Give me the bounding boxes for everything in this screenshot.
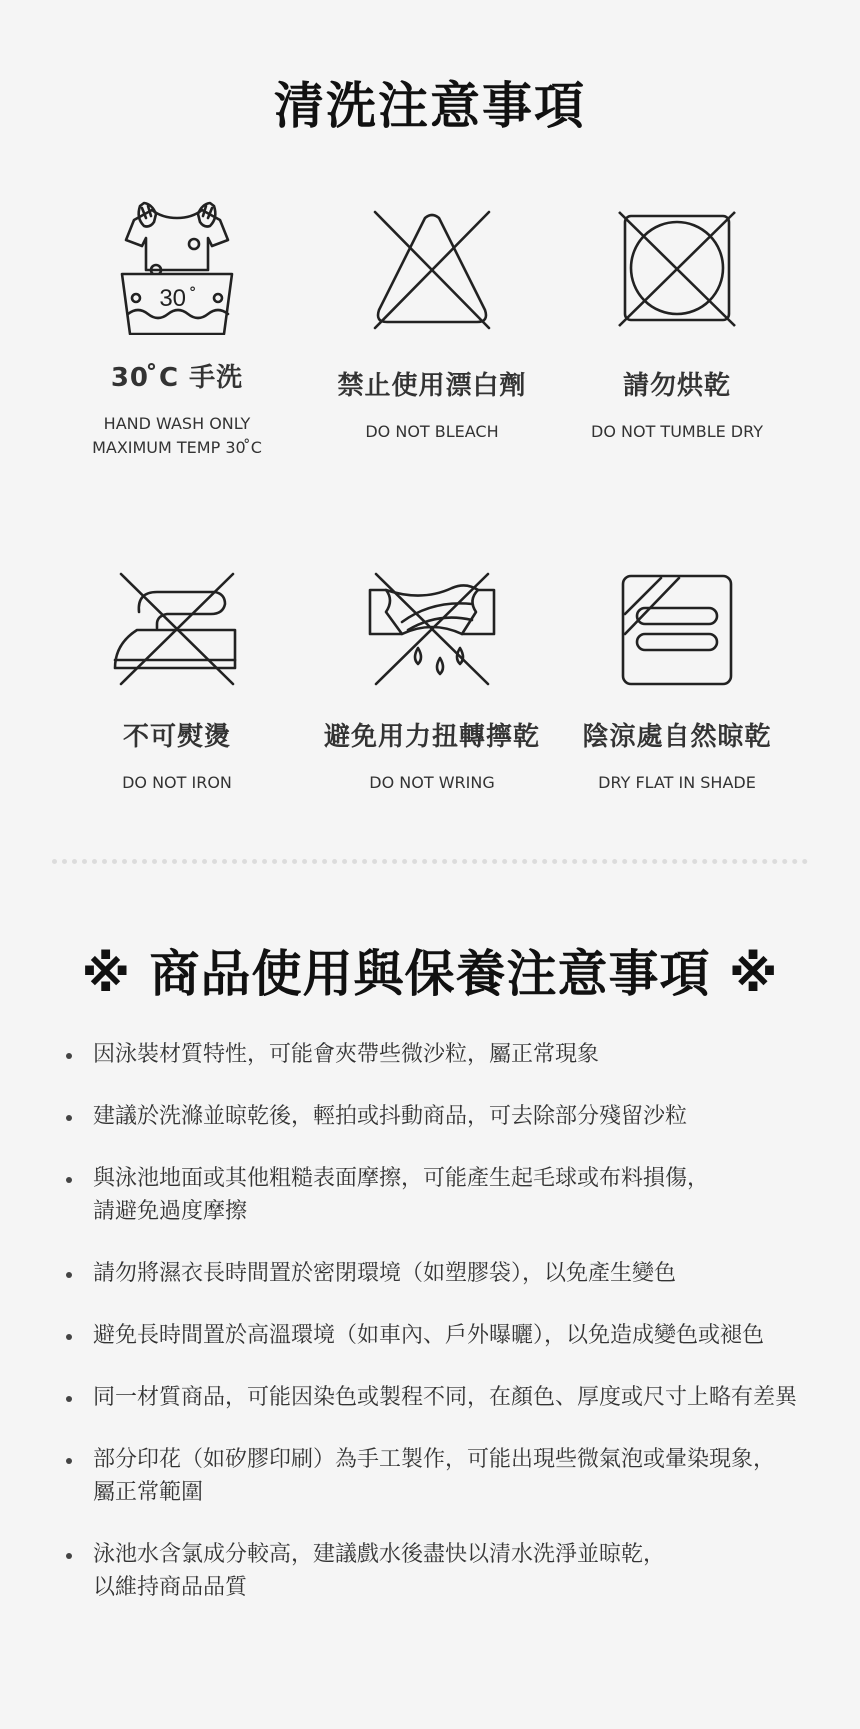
hand-wash-30-icon	[112, 200, 242, 335]
care-title-no-bleach: 禁止使用漂白劑	[337, 371, 527, 401]
care-title-dry-flat-shade: 陰涼處自然晾乾	[582, 722, 772, 752]
page-title: 清洗注意事項	[274, 77, 586, 135]
care-title-hand-wash: 30 ̊C 手洗	[110, 363, 244, 393]
list-item: 建議於洗滌並晾乾後，輕拍或抖動商品，可去除部分殘留沙粒	[60, 1100, 850, 1133]
list-item: 同一材質商品，可能因染色或製程不同，在顏色、厚度或尺寸上略有差異	[60, 1381, 850, 1414]
do-not-tumble-dry-icon	[617, 210, 737, 330]
care-title-no-wring: 避免用力扭轉擰乾	[323, 722, 540, 752]
list-item: 泳池水含氯成分較高，建議戲水後盡快以清水洗淨並晾乾， 以維持商品品質	[60, 1538, 850, 1604]
do-not-iron-icon	[107, 572, 247, 688]
care-item-no-tumble-dry	[552, 210, 802, 444]
list-item: 請勿將濕衣長時間置於密閉環境（如塑膠袋），以免產生變色	[60, 1257, 850, 1290]
notes-list	[60, 1038, 850, 1604]
care-desc-no-bleach: DO NOT BLEACH	[365, 422, 499, 441]
svg-text:30 ̊: 30 ̊	[159, 285, 193, 312]
list-item: 避免長時間置於高溫環境（如車內、戶外曝曬），以免造成變色或褪色	[60, 1319, 850, 1352]
care-desc-no-wring: DO NOT WRING	[369, 773, 495, 792]
care-item-dry-flat-shade	[552, 572, 802, 795]
section-divider	[52, 859, 808, 864]
do-not-wring-icon	[362, 572, 502, 688]
care-desc-no-iron: DO NOT IRON	[122, 773, 232, 792]
care-item-no-wring	[307, 572, 557, 795]
do-not-bleach-icon	[367, 210, 497, 335]
section-title: ※ 商品使用與保養注意事項 ※	[81, 945, 779, 1003]
dry-flat-shade-icon	[619, 572, 735, 688]
care-desc-dry-flat-shade: DRY FLAT IN SHADE	[598, 773, 756, 792]
care-item-no-bleach	[307, 210, 557, 444]
care-title-no-iron: 不可熨燙	[122, 722, 231, 752]
care-item-no-iron	[52, 572, 302, 795]
care-item-hand-wash	[52, 200, 302, 460]
care-desc-no-tumble-dry: DO NOT TUMBLE DRY	[591, 422, 763, 441]
list-item: 與泳池地面或其他粗糙表面摩擦，可能產生起毛球或布料損傷， 請避免過度摩擦	[60, 1162, 850, 1228]
care-title-no-tumble-dry: 請勿烘乾	[622, 371, 731, 401]
list-item: 部分印花（如矽膠印刷）為手工製作，可能出現些微氣泡或暈染現象， 屬正常範圍	[60, 1443, 850, 1509]
care-desc-hand-wash: HAND WASH ONLY MAXIMUM TEMP 30 ̊C	[92, 414, 262, 457]
list-item: 因泳裝材質特性，可能會夾帶些微沙粒，屬正常現象	[60, 1038, 850, 1071]
